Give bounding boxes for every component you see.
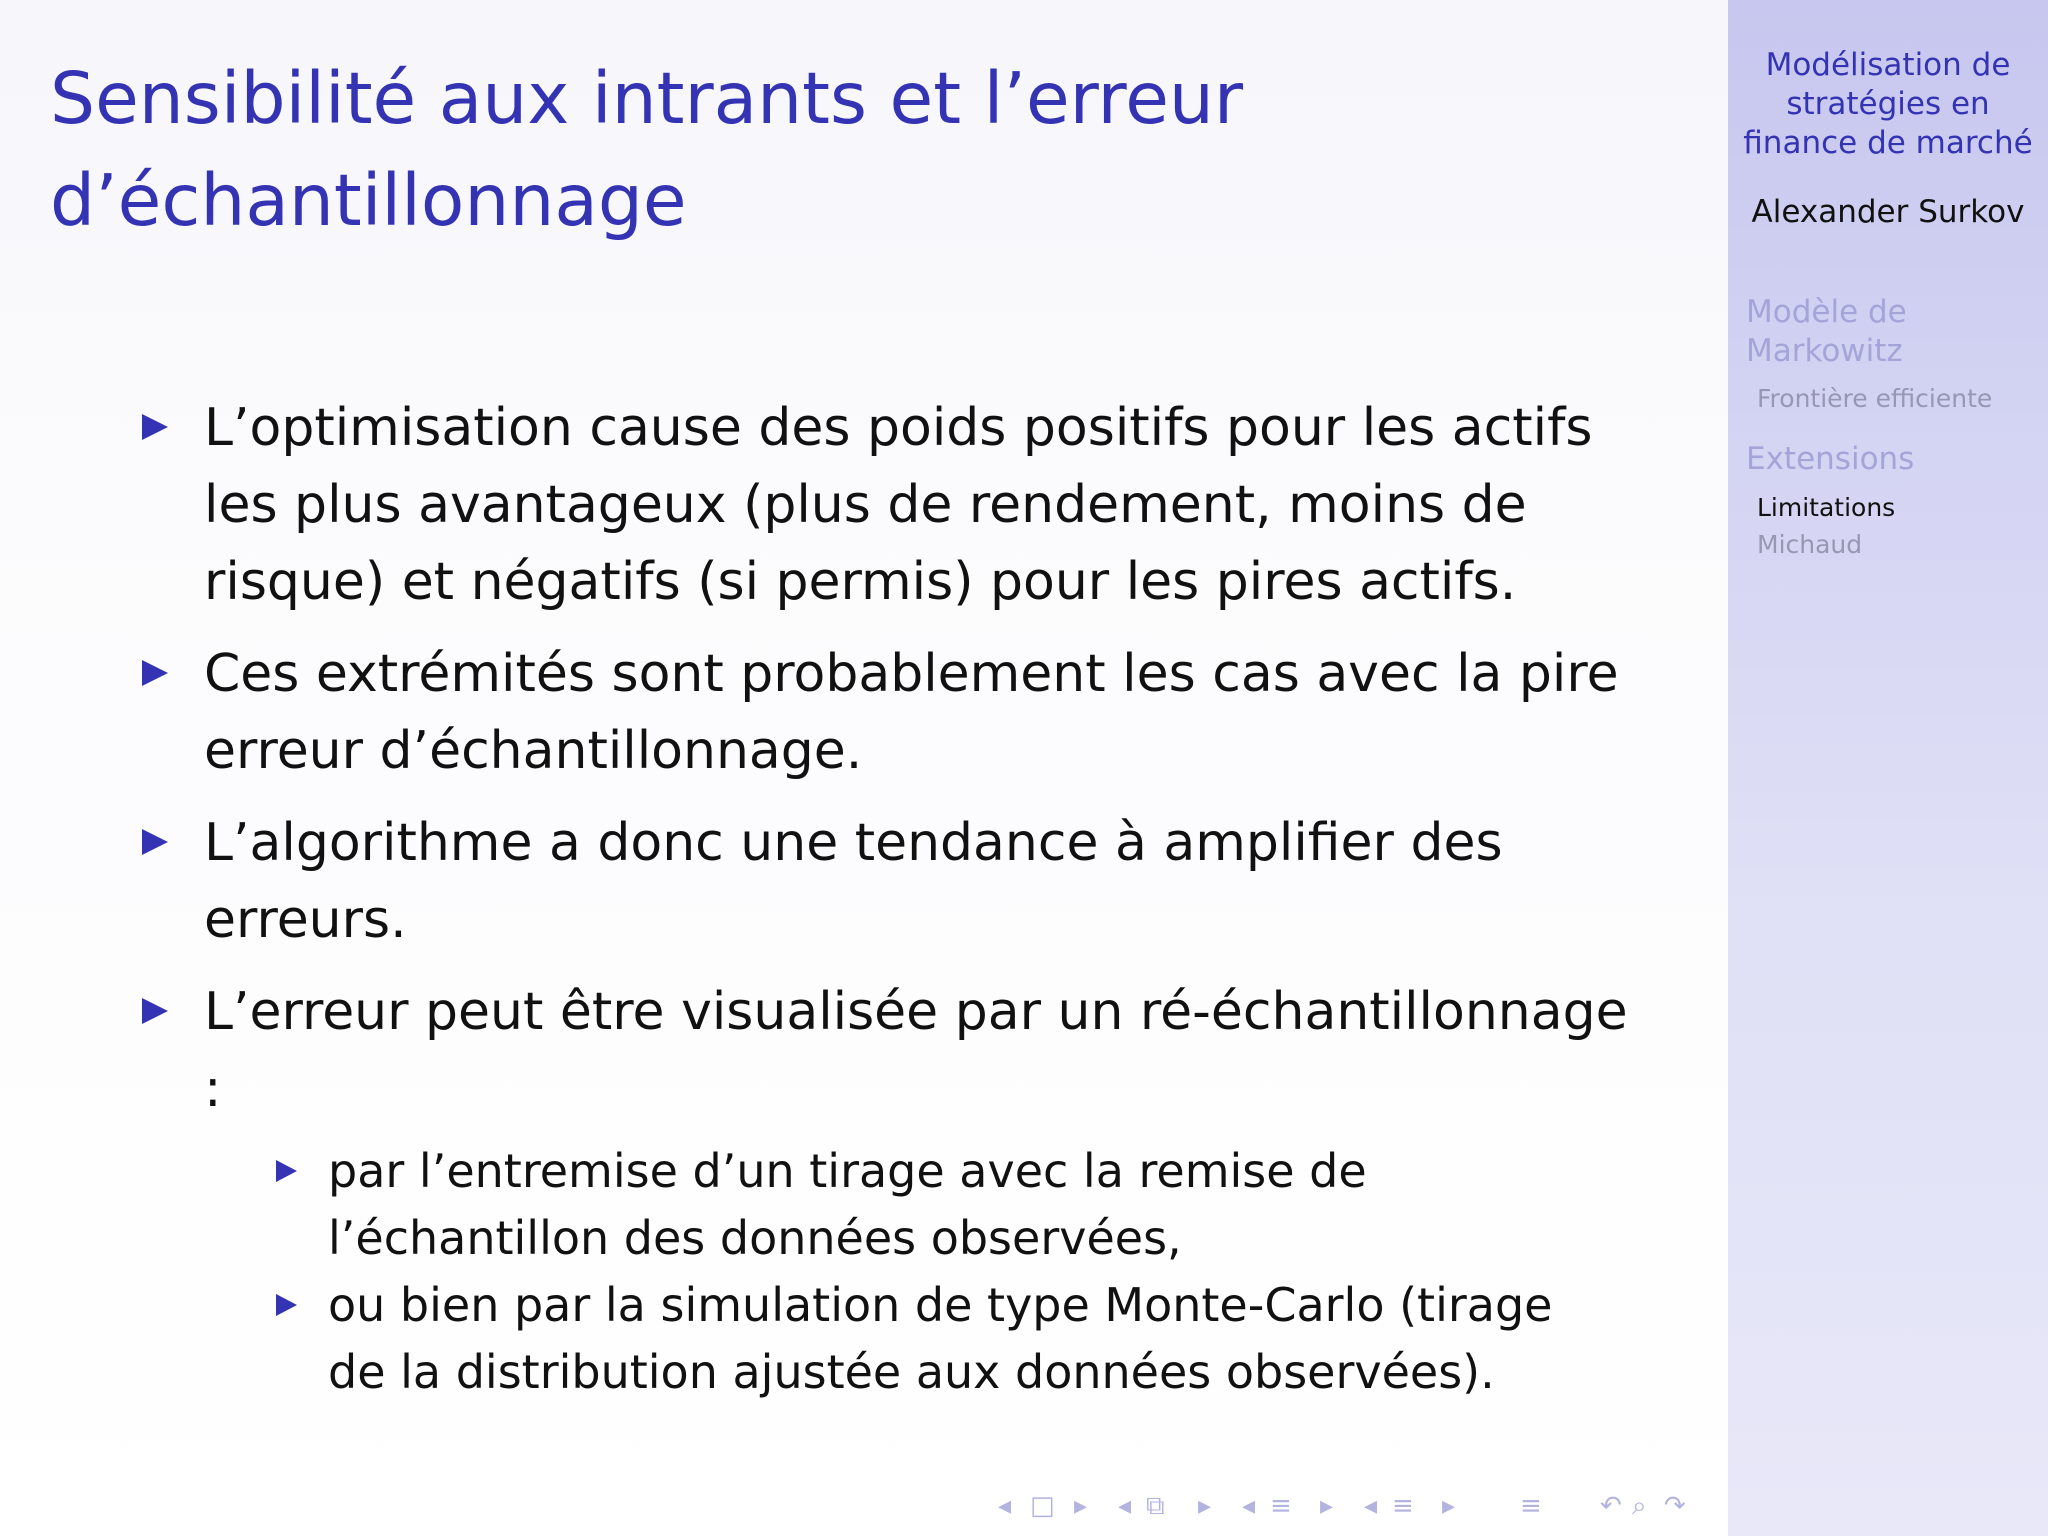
bullet-text-line: L’algorithme a donc une tendance à amplifier des — [204, 813, 1503, 873]
search-icon[interactable]: ⌕ — [1632, 1491, 1647, 1521]
sidebar-subsection-michaud[interactable]: Michaud — [1757, 530, 1863, 559]
frame-body — [140, 390, 1660, 1421]
sidebar-section-markowitz[interactable] — [1746, 293, 2036, 371]
subsection-prev-icon[interactable]: ◂ — [1118, 1491, 1132, 1521]
sidebar — [1728, 0, 2048, 1536]
subsection-next-icon[interactable]: ▸ — [1198, 1491, 1212, 1521]
bullet-text-line: L’erreur peut être visualisée par un ré-échantillonnage : — [204, 982, 1628, 1119]
sub-bullet-triangle-icon — [276, 1294, 297, 1316]
section-nav-icon[interactable]: ≡ — [1270, 1491, 1292, 1521]
sub-bullet-item — [204, 1138, 1660, 1272]
bullet-text-line: Ces extrémités sont probablement les cas avec la pire — [204, 644, 1619, 704]
sub-bullet-text-line: l’échantillon des données observées, — [328, 1211, 1182, 1265]
bullet-text-line: L’optimisation cause des poids positifs pour les actifs — [204, 398, 1593, 458]
document-nav-icon[interactable]: ≡ — [1392, 1491, 1414, 1521]
document-prev-icon[interactable]: ◂ — [1364, 1491, 1378, 1521]
sidebar-title-line: stratégies en — [1786, 86, 1990, 122]
bullet-item — [140, 636, 1660, 790]
bullet-triangle-icon — [142, 660, 168, 686]
sidebar-subsection-limitations[interactable]: Limitations — [1757, 493, 1896, 522]
toc-icon[interactable]: ≡ — [1520, 1491, 1542, 1521]
sub-bullet-text-line: ou bien par la simulation de type Monte-Carlo (tirage — [328, 1278, 1553, 1332]
section-prev-icon[interactable]: ◂ — [1242, 1491, 1256, 1521]
sidebar-title-line: finance de marché — [1743, 125, 2033, 161]
bullet-text-line: risque) et négatifs (si permis) pour les pires actifs. — [204, 552, 1517, 612]
bullet-triangle-icon — [142, 998, 168, 1024]
sub-bullet-text-line: de la distribution ajustée aux données observées). — [328, 1345, 1495, 1399]
document-next-icon[interactable]: ▸ — [1442, 1491, 1456, 1521]
back-icon[interactable]: ↶ — [1600, 1491, 1622, 1521]
sidebar-subsection-frontiere[interactable]: Frontière efficiente — [1757, 384, 1993, 413]
frame-title — [50, 48, 1650, 252]
sub-bullet-list — [204, 1138, 1660, 1406]
subsection-nav-icon[interactable]: ⧉ — [1146, 1491, 1165, 1521]
frame-next-icon[interactable]: ▸ — [1074, 1491, 1088, 1521]
frame-nav-icon[interactable]: □ — [1030, 1491, 1055, 1521]
bullet-text-line: erreurs. — [204, 890, 407, 950]
frame-title-line-1: Sensibilité aux intrants et l’erreur — [50, 57, 1244, 140]
bullet-item — [140, 390, 1660, 621]
forward-icon[interactable]: ↷ — [1664, 1491, 1686, 1521]
bullet-text-line: les plus avantageux (plus de rendement, moins de — [204, 475, 1527, 535]
sidebar-title-line: Modélisation de — [1765, 47, 2011, 83]
beamer-navigation-bar — [990, 1488, 1710, 1524]
bullet-triangle-icon — [142, 414, 168, 440]
sidebar-section-extensions[interactable]: Extensions — [1746, 441, 1915, 477]
sub-bullet-triangle-icon — [276, 1160, 297, 1182]
sidebar-author[interactable]: Alexander Surkov — [1751, 194, 2025, 230]
frame-title-line-2: d’échantillonnage — [50, 159, 687, 242]
sub-bullet-item — [204, 1272, 1660, 1406]
frame-prev-icon[interactable]: ◂ — [998, 1491, 1012, 1521]
bullet-triangle-icon — [142, 829, 168, 855]
sidebar-section-line: Markowitz — [1746, 333, 1903, 369]
sub-bullet-text-line: par l’entremise d’un tirage avec la remise de — [328, 1144, 1367, 1198]
section-next-icon[interactable]: ▸ — [1320, 1491, 1334, 1521]
sidebar-section-line: Modèle de — [1746, 294, 1907, 330]
bullet-text-line: erreur d’échantillonnage. — [204, 721, 863, 781]
bullet-list — [140, 390, 1660, 1406]
bullet-item — [140, 974, 1660, 1406]
bullet-item — [140, 805, 1660, 959]
sidebar-presentation-title[interactable] — [1728, 46, 2048, 163]
